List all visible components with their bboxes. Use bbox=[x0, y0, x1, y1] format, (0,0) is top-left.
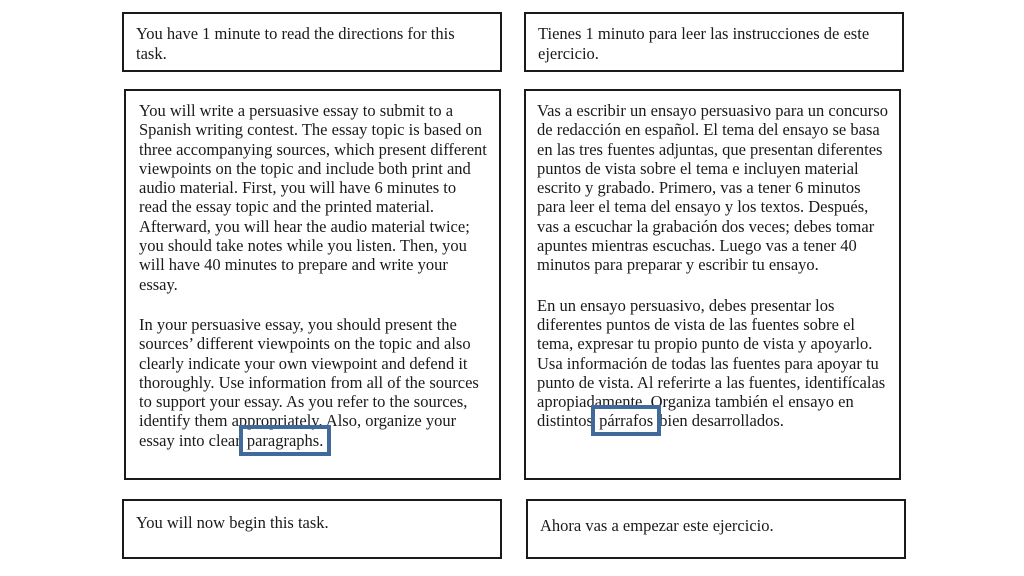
spanish-highlighted-word: párrafos bbox=[599, 411, 654, 431]
english-timer-text: You have 1 minute to read the directions for this task. bbox=[136, 24, 455, 63]
spanish-timer-box bbox=[524, 12, 904, 72]
spanish-directions-paragraph-1: Vas a escribir un ensayo persuasivo para un concurso de redacción en español. El tema del ensayo se basa en las tres fuentes adjuntas, que presentan diferentes puntos de vista sobre el tema e incluyen material escrito y grabado. Primero, vas a tener 6 minutos para leer el tema del ensayo y los textos. Después, vas a escuchar la grabación dos veces; debes tomar apuntes mientras escuchas. Luego vas a tener 40 minutos para preparar y escribir tu ensayo. bbox=[537, 101, 888, 275]
spanish-paragraph-2-end: bien desarrollados. bbox=[655, 411, 784, 431]
english-begin-box bbox=[122, 499, 502, 559]
english-directions-paragraph-2 bbox=[139, 315, 487, 450]
spanish-timer-text: Tienes 1 minuto para leer las instrucciones de este ejercicio. bbox=[538, 24, 870, 63]
spanish-paragraph-2-text: En un ensayo persuasivo, debes presentar los diferentes puntos de vista de las fuentes sobre el tema, expresar tu propio punto de vista y apoyarlo. Usa información de todas las fuentes para apoyar tu punto de vista. Al referirte a las fuentes, identifícalas apropiadamente. Organiza también el ensayo en distintos bbox=[537, 295, 886, 431]
spanish-directions-box bbox=[524, 89, 901, 480]
english-directions-paragraph-1: You will write a persuasive essay to submit to a Spanish writing contest. The essay topic is based on three accompanying sources, which present different viewpoints on the topic and include both print and audio material. First, you will have 6 minutes to read the essay topic and the printed material. Afterward, you will hear the audio material twice; you should take notes while you listen. Then, you will have 40 minutes to prepare and write your essay. bbox=[139, 101, 487, 294]
spanish-begin-text: Ahora vas a empezar este ejercicio. bbox=[540, 516, 774, 535]
english-directions-box bbox=[124, 89, 501, 480]
english-highlighted-word: paragraphs. bbox=[246, 430, 324, 450]
english-begin-text: You will now begin this task. bbox=[136, 513, 329, 532]
english-timer-box bbox=[122, 12, 502, 72]
english-paragraph-2-text: In your persuasive essay, you should present the sources’ different viewpoints on the topic and also clearly indicate your own viewpoint and defend it thoroughly. Use information from all of the sources to support your essay. As you refer to the sources, identify them appropriately. Also, organize your essay into clear bbox=[139, 314, 479, 450]
spanish-directions-paragraph-2 bbox=[537, 296, 891, 431]
spanish-begin-box bbox=[526, 499, 906, 559]
